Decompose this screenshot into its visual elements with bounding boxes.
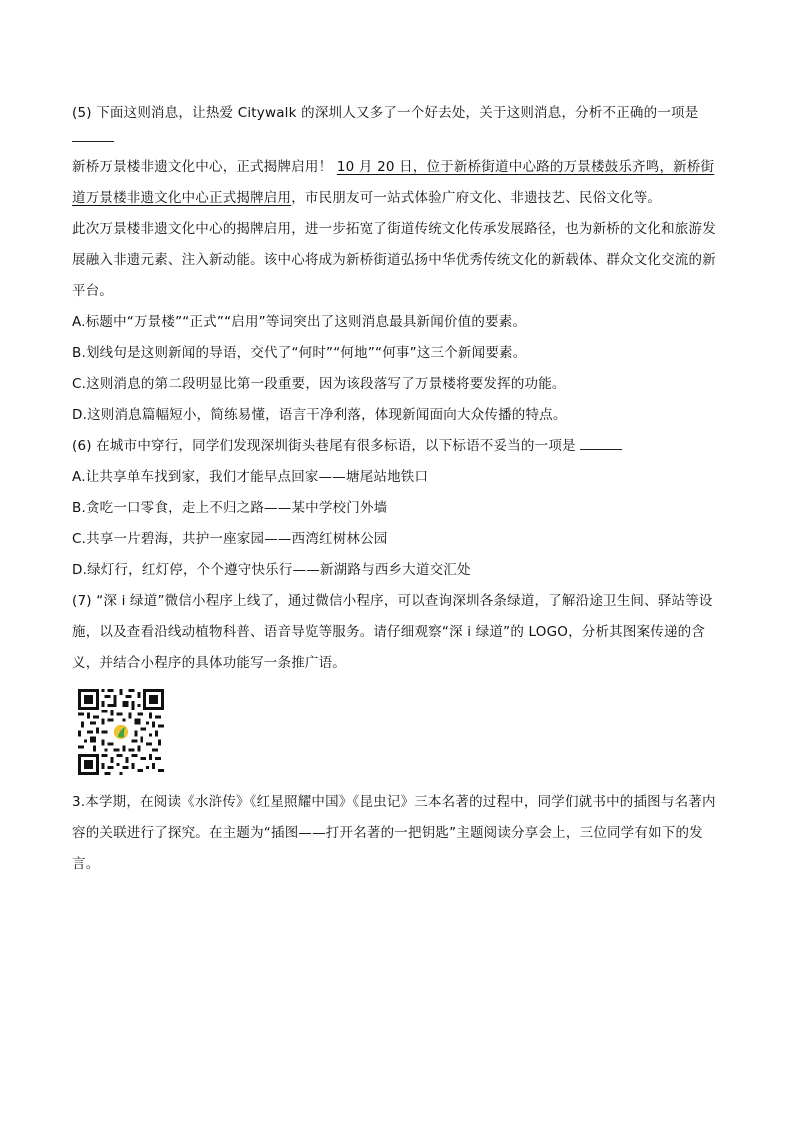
- q5-prompt: (5) 下面这则消息，让热爱 Citywalk 的深圳人又多了一个好去处，关于这则消息，分析不正确的一项是: [72, 105, 699, 121]
- q3-text: 3.本学期，在阅读《水浒传》《红星照耀中国》《昆虫记》三本名著的过程中，同学们就书中的插图与名著内容的关联进行了探究。在主题为“插图——打开名著的一把钥匙”主题阅读分享会上，三位同学有如下的发言。: [72, 794, 716, 872]
- q6-prompt-line: [72, 431, 724, 462]
- document-page: [72, 98, 724, 880]
- q5-option-b: B.划线句是这则新闻的导语，交代了“何时”“何地”“何事”这三个新闻要素。: [72, 345, 527, 361]
- q5-news-lead-underlined: 10 月 20 日，位于新桥街道中心路的万景楼鼓乐齐鸣，新桥街道万景楼非遗文化中心正式揭牌启用: [72, 159, 715, 206]
- q6-option-d: D.绿灯行，红灯停，个个遵守快乐行——新湖路与西乡大道交汇处: [72, 562, 471, 578]
- q5-news-lead-rest: ，市民朋友可一站式体验广府文化、非遗技艺、民俗文化等。: [291, 190, 662, 206]
- q6-option-c: C.共享一片碧海，共护一座家园——西湾红树林公园: [72, 531, 388, 547]
- q5-option-a: A.标题中“万景楼”“正式”“启用”等词突出了这则消息最具新闻价值的要素。: [72, 314, 527, 330]
- q7-prompt: (7) “深 i 绿道”微信小程序上线了，通过微信小程序，可以查询深圳各条绿道，了解沿途卫生间、驿站等设施，以及查看沿线动植物科普、语音导览等服务。请仔细观察“深 i 绿道”的 LOGO，分析其图案传递的含义，并结合小程序的具体功能写一条推广语。: [72, 593, 713, 671]
- q6-prompt: (6) 在城市中穿行，同学们发现深圳街头巷尾有很多标语，以下标语不妥当的一项是: [72, 438, 576, 454]
- q5-option-c: C.这则消息的第二段明显比第一段重要，因为该段落写了万景楼将要发挥的功能。: [72, 376, 566, 392]
- q6-answer-blank: [580, 435, 622, 450]
- q5-news-para1: [72, 152, 724, 214]
- q6-option-b: B.贪吃一口零食，走上不归之路——某中学校门外墙: [72, 500, 388, 516]
- q5-option-d: D.这则消息篇幅短小，简练易懂，语言干净利落，体现新闻面向大众传播的特点。: [72, 407, 567, 423]
- q6-option-a: A.让共享单车找到家，我们才能早点回家——塘尾站地铁口: [72, 469, 429, 485]
- q5-news-title: 新桥万景楼非遗文化中心，正式揭牌启用！: [72, 159, 333, 175]
- q5-answer-blank: [72, 141, 114, 142]
- q5-news-para2: 此次万景楼非遗文化中心的揭牌启用，进一步拓宽了街道传统文化传承发展路径，也为新桥的文化和旅游发展融入非遗元素、注入新动能。该中心将成为新桥街道弘扬中华优秀传统文化的新载体、群众文化交流的新平台。: [72, 221, 716, 299]
- qr-code-image: [78, 689, 164, 775]
